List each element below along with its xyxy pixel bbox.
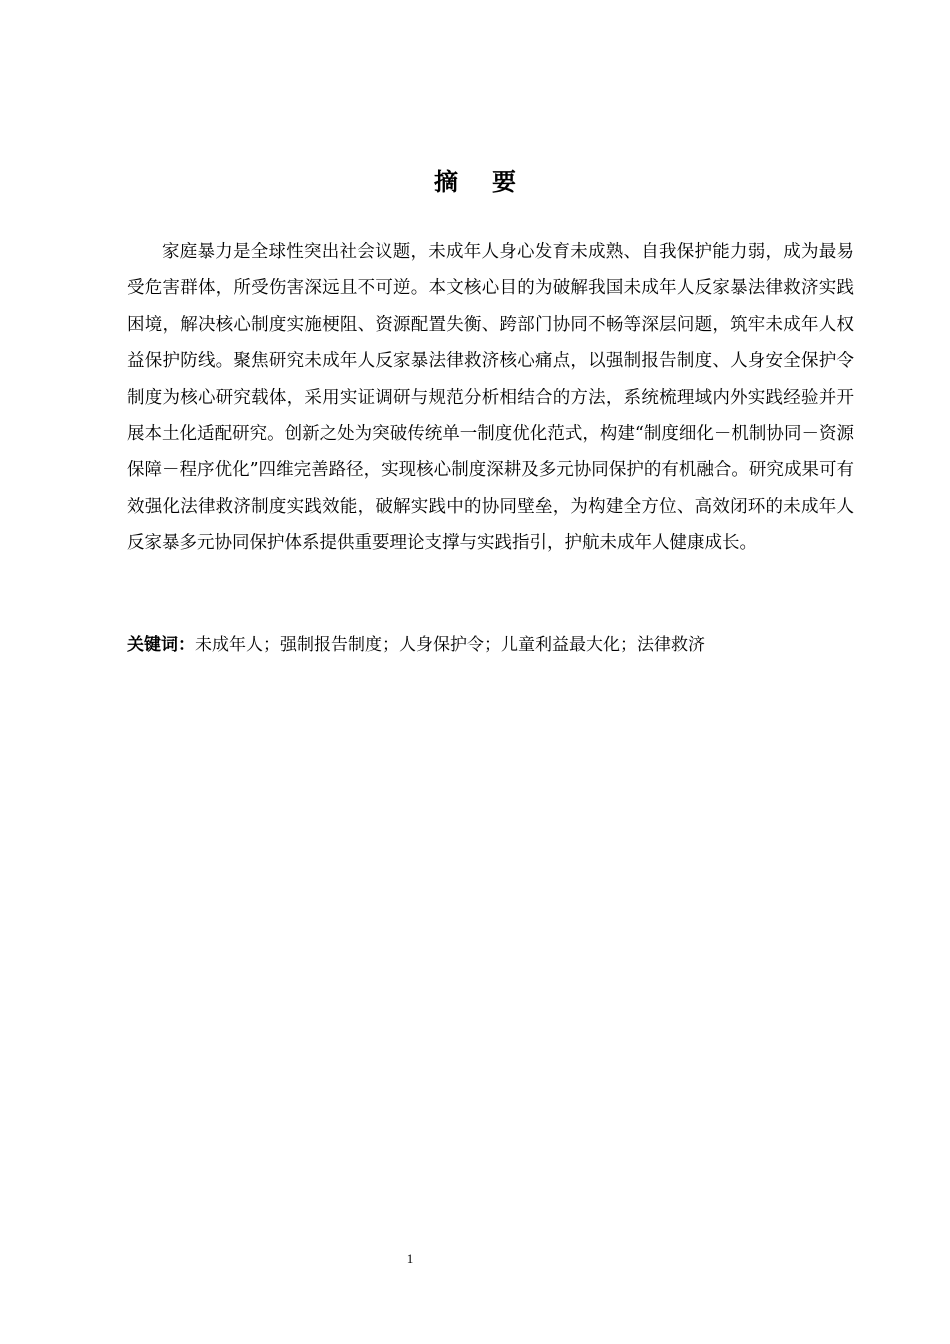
keywords-text: 未成年人；强制报告制度；人身保护令；儿童利益最大化；法律救济 <box>195 635 705 655</box>
keywords-line <box>127 630 854 660</box>
abstract-body: 家庭暴力是全球性突出社会议题，未成年人身心发育未成熟、自我保护能力弱，成为最易受危害群体，所受伤害深远且不可逆。本文核心目的为破解我国未成年人反家暴法律救济实践困境，解决核心制度实施梗阻、资源配置失衡、跨部门协同不畅等深层问题，筑牢未成年人权益保护防线。聚焦研究未成年人反家暴法律救济核心痛点，以强制报告制度、人身安全保护令制度为核心研究载体，采用实证调研与规范分析相结合的方法，系统梳理域内外实践经验并开展本土化适配研究。创新之处为突破传统单一制度优化范式，构建“制度细化－机制协同－资源保障－程序优化”四维完善路径，实现核心制度深耕及多元协同保护的有机融合。研究成果可有效强化法律救济制度实践效能，破解实践中的协同壁垒，为构建全方位、高效闭环的未成年人反家暴多元协同保护体系提供重要理论支撑与实践指引，护航未成年人健康成长。 <box>127 242 854 554</box>
page-number: 1 <box>406 1251 414 1266</box>
keywords-label: 关键词： <box>127 635 195 655</box>
abstract-title: 摘要 <box>434 168 550 196</box>
